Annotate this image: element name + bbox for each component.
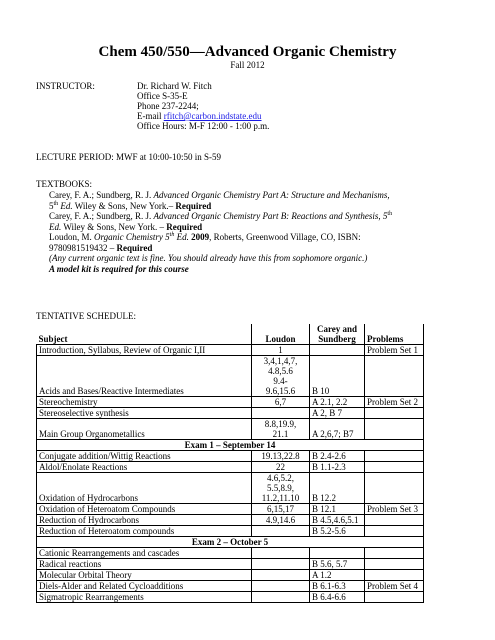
table-row	[37, 526, 424, 537]
col-carey-line1: Carey and	[316, 324, 358, 334]
row-loudon: 6,15,17	[252, 504, 310, 515]
row-carey: B 2.4-2.6	[310, 451, 365, 462]
book1-edition: 5	[49, 200, 54, 211]
col-problems: Problems	[365, 324, 424, 345]
row-problems	[365, 356, 424, 367]
row-loudon	[252, 570, 310, 581]
instructor-phone: Phone 237-2244;	[137, 101, 199, 111]
row-problems	[365, 526, 424, 537]
row-carey: A 2,6,7; B7	[310, 429, 365, 440]
row-loudon: 9.6,15.6	[252, 386, 310, 397]
book1-edition-text: Ed.	[58, 200, 73, 211]
book1-required: Required	[175, 200, 212, 211]
row-problems	[365, 548, 424, 559]
row-carey: A 2, B 7	[310, 408, 365, 419]
book3-edition-sup: th	[169, 232, 175, 238]
row-problems	[365, 366, 424, 376]
model-kit-note: A model kit is required for this course	[49, 263, 189, 274]
row-subject: Aldol/Enolate Reactions	[37, 462, 252, 473]
row-carey	[310, 548, 365, 559]
row-carey: B 12.1	[310, 504, 365, 515]
row-carey	[310, 419, 365, 430]
row-carey: B 6.1-6.3	[310, 581, 365, 592]
book2-publisher: Wiley & Sons, New York. –	[61, 221, 167, 232]
row-carey: A 1.2	[310, 570, 365, 581]
row-subject: Oxidation of Hydrocarbons	[37, 493, 252, 504]
col-carey-line2: Sundberg	[318, 334, 356, 344]
row-carey: A 2.1, 2.2	[310, 397, 365, 408]
exam-label: Exam 2 – October 5	[37, 537, 424, 548]
row-carey	[310, 356, 365, 367]
row-carey: B 10	[310, 386, 365, 397]
book3-publisher: , Roberts, Greenwood Village, CO, ISBN:	[209, 232, 361, 242]
row-subject	[37, 356, 252, 367]
row-problems	[365, 429, 424, 440]
row-problems	[365, 386, 424, 397]
book2-line1	[49, 211, 489, 222]
book2-title: Advanced Organic Chemistry Part B: Reactions and Synthesis, 5	[153, 211, 388, 221]
term: Fall 2012	[230, 60, 265, 70]
book2-edition-sup: th	[387, 211, 393, 217]
row-loudon: 4.8,5.6	[252, 366, 310, 376]
book1-edition-sup: th	[53, 200, 59, 207]
table-row	[37, 473, 424, 484]
schedule-heading: TENTATIVE SCHEDULE:	[36, 311, 137, 321]
row-loudon: 4.9,14.6	[252, 515, 310, 526]
row-loudon: 21.1	[252, 429, 310, 440]
table-row	[37, 504, 424, 515]
row-problems: Problem Set 3	[365, 504, 424, 515]
table-row	[37, 419, 424, 430]
row-subject: Acids and Bases/Reactive Intermediates	[37, 386, 252, 397]
instructor-office: Office S-35-E	[137, 91, 188, 101]
table-row	[37, 581, 424, 592]
table-row	[37, 451, 424, 462]
row-carey	[310, 345, 365, 356]
row-subject: Introduction, Syllabus, Review of Organic I,II	[37, 345, 252, 356]
row-carey: B 1.1-2.3	[310, 462, 365, 473]
instructor-email-line	[137, 111, 269, 121]
book3-isbn: 9780981519432 –	[49, 242, 117, 253]
table-row	[37, 570, 424, 581]
row-loudon	[252, 526, 310, 537]
row-loudon: 3,4,1,4,7,	[252, 356, 310, 367]
row-carey	[310, 366, 365, 376]
row-carey: B 6.4-6.6	[310, 592, 365, 603]
book1-title: Advanced Organic Chemistry Part A: Structure and Mechanisms,	[153, 190, 390, 200]
table-row	[37, 376, 424, 386]
email-prefix: E-mail	[137, 111, 164, 121]
row-loudon: 19.13,22.8	[252, 451, 310, 462]
row-subject: Reduction of Heteroatom compounds	[37, 526, 252, 537]
row-problems	[365, 376, 424, 386]
table-row	[37, 356, 424, 367]
row-subject: Stereochemistry	[37, 397, 252, 408]
row-carey: B 5.6, 5.7	[310, 559, 365, 570]
book3-title: Organic Chemistry 5	[94, 232, 170, 242]
table-row	[37, 345, 424, 356]
row-subject: Molecular Orbital Theory	[37, 570, 252, 581]
book3-author: Loudon, M.	[49, 232, 94, 242]
table-row	[37, 366, 424, 376]
row-subject	[37, 473, 252, 484]
row-loudon: 9.4-	[252, 376, 310, 386]
row-problems	[365, 559, 424, 570]
table-row	[37, 483, 424, 493]
book3-line1	[49, 232, 489, 243]
row-subject: Diels-Alder and Related Cycloadditions	[37, 581, 252, 592]
table-row	[37, 515, 424, 526]
book2-edition: Ed.	[49, 221, 62, 232]
book3-required: Required	[116, 242, 153, 253]
row-problems	[365, 483, 424, 493]
row-loudon: 1	[252, 345, 310, 356]
row-problems	[365, 592, 424, 603]
table-row	[37, 429, 424, 440]
row-problems: Problem Set 1	[365, 345, 424, 356]
table-row	[37, 493, 424, 504]
exam-label: Exam 1 – September 14	[37, 440, 424, 451]
book3-edition: Ed.	[174, 232, 189, 242]
textbook-note: (Any current organic text is fine. You should already have this from sophomore organic.)	[49, 253, 368, 263]
book1-publisher: Wiley & Sons, New York.–	[72, 200, 176, 211]
table-row	[37, 462, 424, 473]
row-loudon: 8.8,19.9,	[252, 419, 310, 430]
row-carey	[310, 483, 365, 493]
col-carey	[310, 324, 365, 345]
book3-line2	[49, 243, 489, 254]
table-row	[37, 397, 424, 408]
row-subject: Conjugate addition/Wittig Reactions	[37, 451, 252, 462]
row-subject: Stereoselective synthesis	[37, 408, 252, 419]
row-problems	[365, 493, 424, 504]
row-subject	[37, 483, 252, 493]
row-subject: Oxidation of Heteroatom Compounds	[37, 504, 252, 515]
row-subject	[37, 376, 252, 386]
instructor-label: INSTRUCTOR:	[36, 81, 95, 91]
row-loudon	[252, 559, 310, 570]
email-link[interactable]: rfitch@carbon.indstate.edu	[163, 111, 262, 121]
row-carey: B 5.2-5.6	[310, 526, 365, 537]
textbooks-heading: TEXTBOOKS:	[36, 179, 92, 189]
row-problems	[365, 408, 424, 419]
textbooks-list	[49, 190, 489, 274]
exam-row	[37, 440, 424, 451]
row-problems	[365, 473, 424, 484]
schedule-header-row	[37, 324, 424, 345]
row-loudon: 5.5,8.9,	[252, 483, 310, 493]
row-loudon	[252, 548, 310, 559]
row-subject: Reduction of Hydrocarbons	[37, 515, 252, 526]
table-row	[37, 592, 424, 603]
row-loudon	[252, 408, 310, 419]
table-row	[37, 408, 424, 419]
table-row	[37, 548, 424, 559]
row-subject: Cationic Rearrangements and cascades	[37, 548, 252, 559]
row-problems: Problem Set 2	[365, 397, 424, 408]
col-loudon: Loudon	[252, 324, 310, 345]
row-loudon	[252, 592, 310, 603]
book2-line2	[49, 222, 489, 233]
page-title: Chem 450/550—Advanced Organic Chemistry	[98, 44, 397, 60]
row-problems	[365, 462, 424, 473]
row-problems: Problem Set 4	[365, 581, 424, 592]
row-carey: B 4.5,4.6,5.1	[310, 515, 365, 526]
row-carey: B 12.2	[310, 493, 365, 504]
row-loudon: 4.6,5.2,	[252, 473, 310, 484]
row-problems	[365, 515, 424, 526]
table-row	[37, 386, 424, 397]
row-carey	[310, 473, 365, 484]
book1-line1	[49, 190, 489, 201]
row-loudon	[252, 581, 310, 592]
book3-year: 2009	[188, 232, 210, 242]
row-loudon: 11.2,11.10	[252, 493, 310, 504]
row-subject	[37, 366, 252, 376]
instructor-info	[137, 81, 269, 131]
book1-authors: Carey, F. A.; Sundberg, R. J.	[49, 190, 154, 200]
office-hours: Office Hours: M-F 12:00 - 1:00 p.m.	[137, 121, 270, 131]
row-subject: Main Group Organometallics	[37, 429, 252, 440]
instructor-name: Dr. Richard W. Fitch	[137, 81, 212, 91]
schedule-table	[36, 324, 424, 603]
book2-required: Required	[166, 221, 203, 232]
row-loudon: 6,7	[252, 397, 310, 408]
row-loudon: 22	[252, 462, 310, 473]
row-problems	[365, 570, 424, 581]
row-subject: Radical reactions	[37, 559, 252, 570]
row-problems	[365, 419, 424, 430]
row-problems	[365, 451, 424, 462]
table-row	[37, 559, 424, 570]
exam-row	[37, 537, 424, 548]
book2-authors: Carey, F. A.; Sundberg, R. J.	[49, 211, 154, 221]
col-subject: Subject	[37, 324, 252, 345]
row-carey	[310, 376, 365, 386]
book1-line2	[49, 201, 489, 212]
row-subject: Sigmatropic Rearrangements	[37, 592, 252, 603]
lecture-period: LECTURE PERIOD: MWF at 10:00-10:50 in S-59	[36, 152, 221, 162]
row-subject	[37, 419, 252, 430]
